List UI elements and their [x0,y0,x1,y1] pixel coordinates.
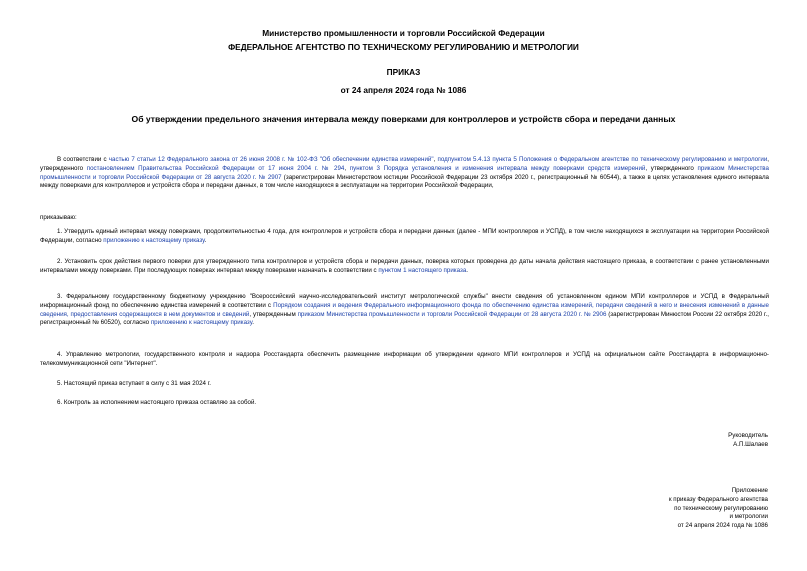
fund-procedure-link[interactable]: Порядком создания и ведения Федерального информационного фонда по обеспечению единства измерений, передачи сведений в него и внесения изменений в данные сведения, предоставления содержащихся в нем документов и сведений [40,301,769,318]
item-text: 2. Установить срок действия первого поверки для утвержденного типа контроллеров и устройств сбора и передачи данных, поверка которых проведена до даты начала действия настоящего приказа, в соответствии с ранее установленными интервалами между поверками. При последующих поверках интервал между поверками назначать в соответствии с [40,258,769,274]
ministry-order-2906-link[interactable]: приказом Министерства промышленности и торговли Российской Федерации от 28 августа 2020 г. № 2906 [297,310,607,318]
item-text: , утвержденным [249,310,298,318]
preamble-text: В соответствии с [57,156,109,163]
appendix-link[interactable]: приложению к настоящему приказу [150,319,253,327]
preamble-text: (зарегистрирован Министерством юстиции Российской Федерации 23 октября 2020 г., регистрационный № 60544), а также в целях установления единого интервала между поверками для контроллеров и устройств сбора и передачи данных, в том числе находящихся в эксплуатации на территории Российской Федерации, [40,173,769,190]
appendix-line: и метрологии [729,513,768,521]
ministry-name: Министерство промышленности и торговли Российской Федерации [262,28,545,38]
item-text: . [466,266,469,274]
appendix-heading: Приложение [731,487,768,494]
item-1-link[interactable]: пунктом 1 настоящего приказа [378,266,467,274]
regulation-link[interactable]: подпунктом 5.4.13 пункта 5 Положения о Федеральном агентстве по техническому регулированию и метрологии [437,156,768,163]
appendix-link[interactable]: приложению к настоящему приказу [103,236,205,244]
item-text: (зарегистрирован Минюстом России 22 октября 2020 г., регистрационный № 60520), согласно [40,310,769,327]
procedure-link[interactable]: пунктом 3 Порядка установления и изменения интервала между поверками средств измерений [349,164,646,172]
appendix-block [669,487,768,531]
document-title: Об утверждении предельного значения интервала между поверками для контроллеров и устройств сбора и передачи данных [131,114,676,124]
preamble-text: , утвержденного [40,156,770,172]
item-text: . [204,236,207,244]
item-4: 4. Управлению метрологии, государственного контроля и надзора Росстандарта обеспечить размещение информации об утверждении единого МПИ контроллеров и УСПД на официальном сайте Росстандарта в информационно-телекоммуникационной сети "Интернет". [40,351,769,367]
item-text: . [252,319,254,327]
document-type: ПРИКАЗ [386,67,421,77]
document-date-number: от 24 апреля 2024 года № 1086 [340,85,467,95]
preamble-text: , утвержденного [645,164,698,172]
preamble-text: , [433,156,438,163]
item-6: 6. Контроль за исполнением настоящего приказа оставляю за собой. [57,399,257,406]
signature-block [728,432,768,450]
item-3 [40,293,769,328]
item-2 [40,258,769,276]
law-link[interactable]: частью 7 статьи 12 Федерального закона от 26 июня 2008 г. № 102-ФЗ "Об обеспечении единства измерений" [108,156,434,163]
item-1 [40,228,769,246]
appendix-line: к приказу Федерального агентства [668,495,768,503]
government-decree-link[interactable]: постановлением Правительства Российской Федерации от 17 июня 2004 г. № 294 [86,164,345,172]
order-word: приказываю: [40,214,77,221]
preamble-paragraph [40,156,769,191]
appendix-line: от 24 апреля 2024 года № 1086 [677,522,768,530]
appendix-line: по техническому регулированию [674,504,768,512]
ministry-order-link[interactable]: приказом Министерства промышленности и торговли Российской Федерации от 28 августа 2020 г. № 2907 [40,164,769,181]
signature-name: А.П.Шалаев [733,440,768,448]
item-text: 1. Утвердить единый интервал между поверками, продолжительностью 4 года, для контроллеров и устройств сбора и передачи данных (далее - МПИ контроллеров и УСПД), в том числе находящихся в эксплуатации на территории Российской Федерации, согласно [40,228,769,244]
preamble-text: , [344,164,350,172]
item-text: 3. Федеральному государственному бюджетному учреждению "Всероссийский научно-исследовательский институт метрологической службы" внести сведения об установленном едином МПИ контроллеров и УСПД в Федеральный информационный фонд по обеспечению единства измерений в соответствии с [40,293,769,309]
signature-role: Руководитель [728,432,768,439]
item-5: 5. Настоящий приказ вступает в силу с 31 мая 2024 г. [57,380,211,387]
agency-name: ФЕДЕРАЛЬНОЕ АГЕНТСТВО ПО ТЕХНИЧЕСКОМУ РЕГУЛИРОВАНИЮ И МЕТРОЛОГИИ [228,42,579,52]
